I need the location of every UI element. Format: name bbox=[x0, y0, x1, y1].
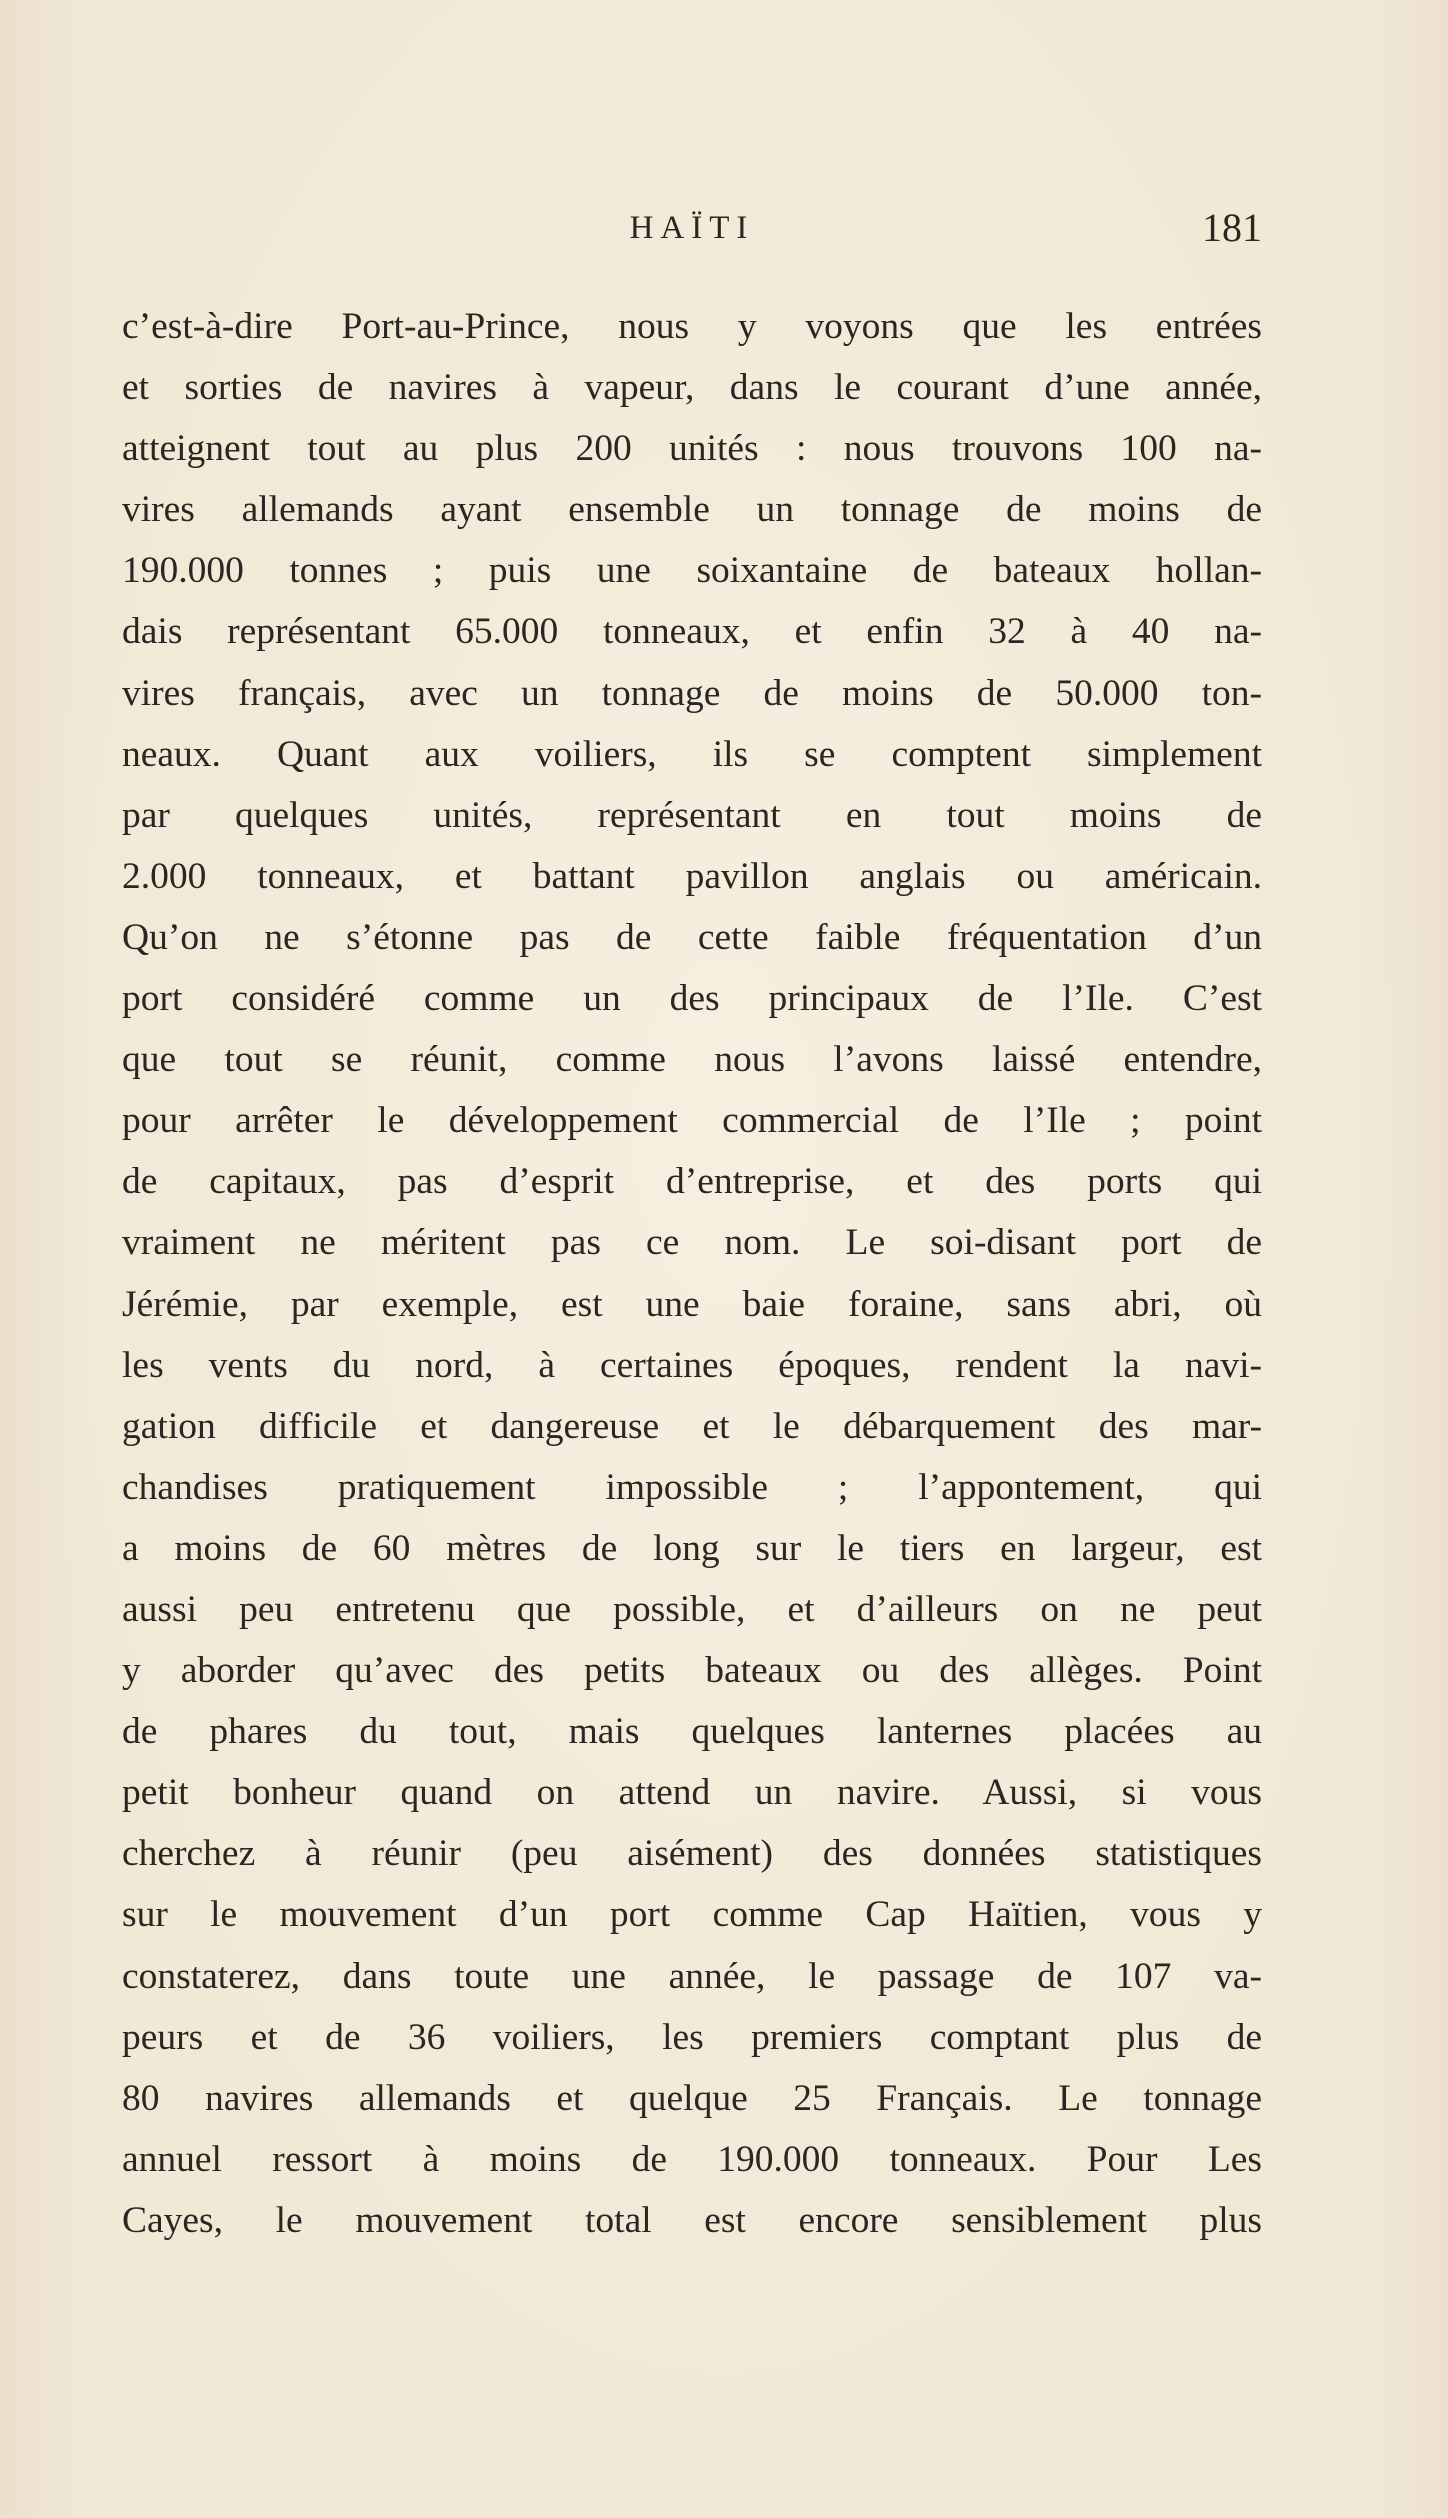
page-number: 181 bbox=[1202, 205, 1262, 250]
text-line: Qu’on ne s’étonne pas de cette faible fréquentation d’un bbox=[122, 916, 1262, 958]
text-line: gation difficile et dangereuse et le débarquement des mar- bbox=[122, 1405, 1262, 1447]
text-line: vires français, avec un tonnage de moins de 50.000 ton- bbox=[122, 672, 1262, 714]
text-line: de phares du tout, mais quelques lanternes placées au bbox=[122, 1711, 1262, 1753]
text-line: annuel ressort à moins de 190.000 tonneaux. Pour Les bbox=[122, 2138, 1262, 2180]
text-line: vraiment ne méritent pas ce nom. Le soi-disant port de bbox=[122, 1222, 1262, 1264]
text-line: y aborder qu’avec des petits bateaux ou des allèges. Point bbox=[122, 1650, 1262, 1692]
text-line: aussi peu entretenu que possible, et d’ailleurs on ne peut bbox=[122, 1588, 1262, 1630]
text-line: cherchez à réunir (peu aisément) des données statistiques bbox=[122, 1833, 1262, 1875]
text-line: et sorties de navires à vapeur, dans le courant d’une année, bbox=[122, 367, 1262, 409]
text-line: 80 navires allemands et quelque 25 Français. Le tonnage bbox=[122, 2077, 1262, 2119]
text-line: de capitaux, pas d’esprit d’entreprise, et des ports qui bbox=[122, 1161, 1262, 1203]
text-line: peurs et de 36 voiliers, les premiers comptant plus de bbox=[122, 2016, 1262, 2058]
text-line: neaux. Quant aux voiliers, ils se comptent simplement bbox=[122, 733, 1262, 775]
text-line: Cayes, le mouvement total est encore sensiblement plus bbox=[122, 2199, 1262, 2241]
text-line: a moins de 60 mètres de long sur le tiers en largeur, est bbox=[122, 1527, 1262, 1569]
text-line: petit bonheur quand on attend un navire. Aussi, si vous bbox=[122, 1772, 1262, 1814]
text-line: pour arrêter le développement commercial de l’Ile ; point bbox=[122, 1100, 1262, 1142]
text-line: constaterez, dans toute une année, le passage de 107 va- bbox=[122, 1955, 1262, 1997]
text-line: vires allemands ayant ensemble un tonnage de moins de bbox=[122, 489, 1262, 531]
text-line: sur le mouvement d’un port comme Cap Haïtien, vous y bbox=[122, 1894, 1262, 1936]
text-line: que tout se réunit, comme nous l’avons laissé entendre, bbox=[122, 1039, 1262, 1081]
text-line: par quelques unités, représentant en tout moins de bbox=[122, 794, 1262, 836]
page-header bbox=[122, 200, 1262, 260]
text-line: les vents du nord, à certaines époques, rendent la navi- bbox=[122, 1344, 1262, 1386]
text-line: port considéré comme un des principaux de l’Ile. C’est bbox=[122, 978, 1262, 1020]
text-line: 190.000 tonnes ; puis une soixantaine de bateaux hollan- bbox=[122, 550, 1262, 592]
text-line: 2.000 tonneaux, et battant pavillon anglais ou américain. bbox=[122, 855, 1262, 897]
text-line: atteignent tout au plus 200 unités : nous trouvons 100 na- bbox=[122, 428, 1262, 470]
text-line: chandises pratiquement impossible ; l’appontement, qui bbox=[122, 1466, 1262, 1508]
text-line: dais représentant 65.000 tonneaux, et enfin 32 à 40 na- bbox=[122, 611, 1262, 653]
text-line: c’est-à-dire Port-au-Prince, nous y voyons que les entrées bbox=[122, 306, 1262, 347]
running-head: HAÏTI bbox=[629, 210, 755, 246]
text-line: Jérémie, par exemple, est une baie foraine, sans abri, où bbox=[122, 1283, 1262, 1325]
body-text bbox=[122, 296, 1262, 2251]
